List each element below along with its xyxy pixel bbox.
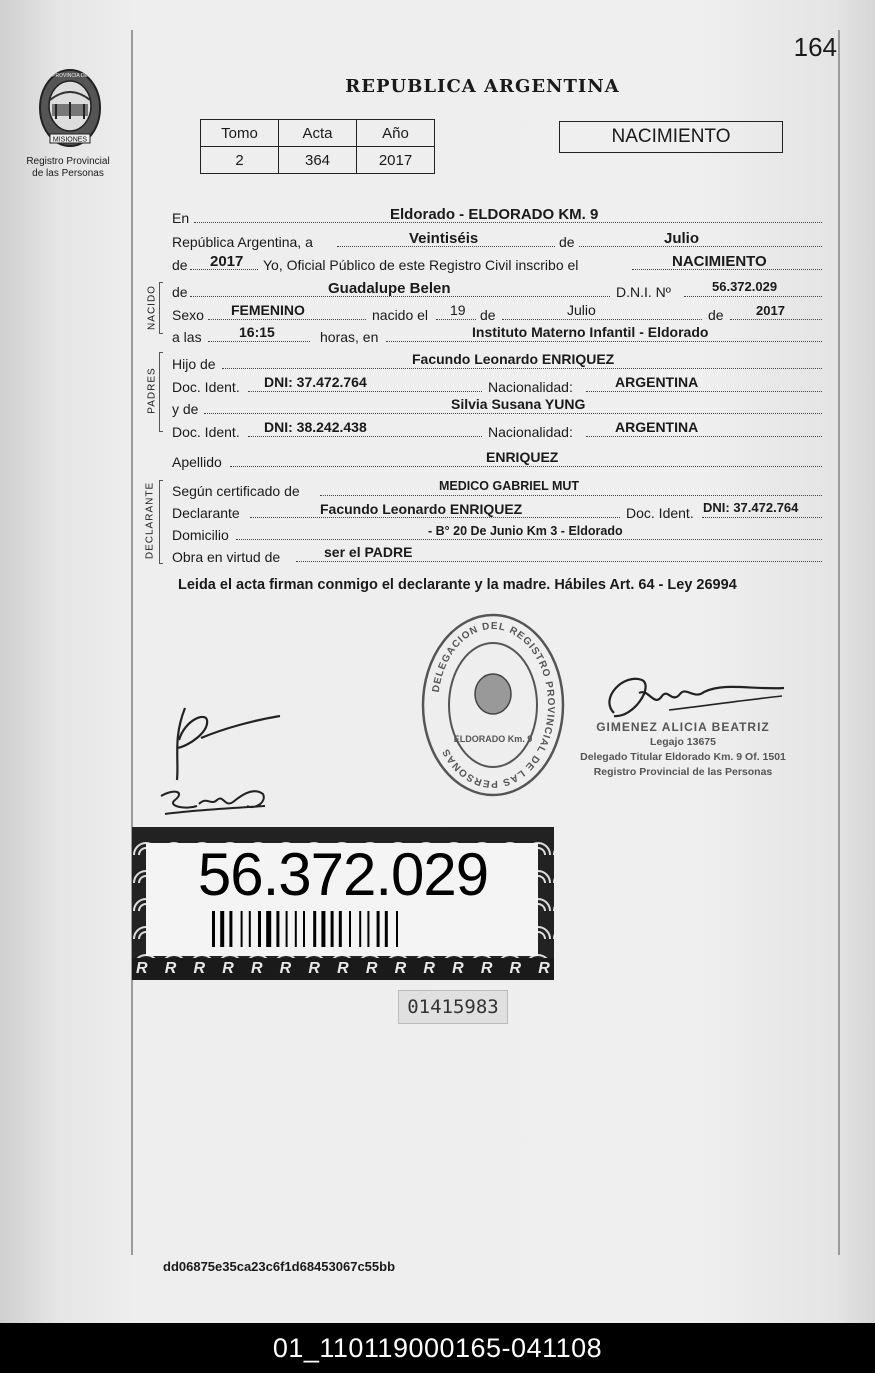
sexo-label: Sexo: [172, 307, 204, 323]
domicilio-label: Domicilio: [172, 527, 229, 543]
mother-doc: DNI: 38.242.438: [264, 419, 367, 435]
barcode-pattern-letter: R: [452, 960, 464, 977]
domicilio-value: - B° 20 De Junio Km 3 - Eldorado: [428, 524, 623, 538]
sexo-value: FEMENINO: [231, 302, 305, 318]
document-hash: dd06875e35ca23c6f1d68453067c55bb: [163, 1259, 396, 1274]
svg-text:DELEGACION DEL REGISTRO PROVIN: DELEGACION DEL REGISTRO PROVINCIAL DE LAS PERSONAS: [430, 620, 557, 790]
dotted-line: [320, 495, 822, 496]
barcode-bar: [220, 911, 224, 947]
header-tomo: Tomo: [201, 120, 279, 147]
row-declarante: [172, 501, 822, 521]
dotted-line: [502, 319, 702, 320]
y-de-label: y de: [172, 401, 199, 417]
official-role: Delegado Titular Eldorado Km. 9 Of. 1501: [580, 751, 786, 763]
dni-value: 56.372.029: [712, 279, 778, 294]
nacido-section-label: NACIDO: [146, 285, 158, 330]
barcode-pattern-letter: R: [423, 960, 435, 977]
barcode-bar: [349, 911, 351, 947]
barcode-bar: [367, 911, 369, 947]
dotted-line: [436, 319, 476, 320]
page-number: 164: [793, 32, 837, 62]
row-certificado: [172, 479, 822, 499]
dotted-line: [208, 319, 366, 320]
value-tomo: 2: [201, 147, 279, 174]
barcode-pattern-letter: R: [394, 960, 407, 977]
birth-time: 16:15: [239, 324, 275, 340]
barcode-bar: [331, 911, 334, 947]
barcode-pattern-letter: R: [538, 960, 550, 977]
de-label4: de: [480, 307, 496, 323]
barcode-number: 56.372.029: [197, 841, 489, 908]
declarante-label: Declarante: [172, 505, 240, 521]
year: 2017: [210, 253, 244, 270]
barcode-card: [132, 827, 554, 980]
row-y-de: [172, 397, 822, 417]
dotted-line: [296, 561, 822, 562]
barcode-pattern-letter: R: [164, 960, 177, 977]
header-anio: Año: [357, 120, 435, 147]
father-name: Facundo Leonardo ENRIQUEZ: [412, 351, 615, 367]
inscribe-value: NACIMIENTO: [672, 253, 767, 270]
dotted-line: [248, 391, 482, 392]
barcode-bar: [396, 911, 398, 947]
barcode-pattern-letter: R: [250, 960, 263, 977]
barcode-pattern-row: [136, 959, 550, 979]
footer-id-bar: 01_110119000165-041108: [0, 1323, 875, 1373]
de-label2: de: [172, 257, 188, 273]
value-anio: 2017: [357, 147, 435, 174]
declarante-doc: DNI: 37.472.764: [703, 500, 799, 515]
obra-label: Obra en virtud de: [172, 549, 281, 565]
dotted-line: [222, 368, 822, 369]
barcode-bar: [339, 911, 342, 947]
row-republica: [172, 230, 822, 250]
dotted-line: [208, 341, 310, 342]
de-label: de: [559, 234, 575, 250]
row-mother-doc: [172, 420, 822, 440]
document-title: REPUBLICA ARGENTINA: [345, 76, 620, 97]
day-words: Veintiséis: [409, 230, 479, 247]
de-label3: de: [172, 284, 188, 300]
doc-ident-label: Doc. Ident.: [172, 379, 240, 395]
declarante-doc-label: Doc. Ident.: [626, 505, 694, 521]
row-name: [172, 280, 822, 300]
official-legajo: Legajo 13675: [650, 736, 716, 748]
declarant-signature-icon: [165, 698, 285, 788]
mother-name: Silvia Susana YUNG: [451, 396, 586, 412]
mother-nationality: ARGENTINA: [615, 419, 699, 435]
row-apellido: [172, 450, 822, 470]
obra-value: ser el PADRE: [324, 544, 413, 560]
a-las-label: a las: [172, 329, 202, 345]
barcode-pattern-letter: R: [136, 960, 148, 977]
dotted-line: [730, 319, 822, 320]
padres-section-label: PADRES: [146, 367, 158, 414]
barcode-pattern-letter: R: [337, 960, 349, 977]
barcode-bar: [266, 911, 271, 947]
republica-label: República Argentina, a: [172, 234, 313, 250]
header-acta: Acta: [279, 120, 357, 147]
closing-statement: Leida el acta firman conmigo el declarante y la madre. Hábiles Art. 64 - Ley 26994: [178, 577, 737, 593]
right-margin-line: [838, 30, 840, 1255]
svg-text:ELDORADO Km. 9: ELDORADO Km. 9: [453, 734, 533, 744]
mother-signature-icon: [155, 782, 275, 822]
registry-caption-line2: de las Personas: [32, 168, 104, 179]
en-value: Eldorado - ELDORADO KM. 9: [390, 206, 599, 223]
barcode-bar: [241, 911, 243, 947]
birth-month: Julio: [567, 302, 596, 318]
birth-year: 2017: [756, 303, 785, 318]
dotted-line: [684, 296, 822, 297]
barcode-pattern-letter: R: [308, 960, 320, 977]
barcode-bar: [212, 911, 215, 947]
dotted-line: [702, 517, 822, 518]
certificado-value: MEDICO GABRIEL MUT: [439, 479, 580, 493]
row-domicilio: [172, 523, 822, 543]
registry-seal-icon: [420, 612, 566, 798]
reference-table-values: [201, 147, 435, 174]
dotted-line: [586, 436, 822, 437]
dotted-line: [204, 413, 822, 414]
row-oficial: [172, 253, 822, 273]
dotted-line: [586, 391, 822, 392]
barcode-pattern-letter: R: [480, 960, 493, 977]
nacionalidad-label: Nacionalidad:: [488, 379, 573, 395]
birth-day: 19: [450, 302, 466, 318]
de-label5: de: [708, 307, 724, 323]
dni-label: D.N.I. Nº: [616, 284, 671, 300]
en-label: En: [172, 210, 190, 226]
barcode-pattern-letter: R: [509, 960, 522, 977]
record-type-box: NACIMIENTO: [559, 121, 783, 153]
birth-place: Instituto Materno Infantil - Eldorado: [472, 324, 709, 340]
row-obra: [172, 545, 822, 565]
child-name: Guadalupe Belen: [328, 280, 451, 297]
nacido-el-label: nacido el: [372, 307, 429, 323]
father-doc: DNI: 37.472.764: [264, 374, 367, 390]
registry-caption-line1: Registro Provincial: [26, 156, 110, 167]
month: Julio: [664, 230, 700, 247]
row-en: [172, 206, 822, 226]
barcode-pattern-letter: R: [193, 960, 206, 977]
declarante-section-label: DECLARANTE: [144, 481, 156, 560]
padres-bracket: [159, 352, 163, 432]
official-signature-icon: [594, 668, 794, 728]
row-sexo: [172, 303, 822, 323]
registry-caption: [18, 156, 118, 180]
dotted-line: [248, 436, 482, 437]
barcode-bar: [249, 911, 251, 947]
dotted-line: [250, 517, 620, 518]
barcode-bars: [212, 911, 472, 947]
barcode-bar: [313, 911, 316, 947]
barcode-pattern-letter: R: [222, 960, 234, 977]
svg-text:MISIONES: MISIONES: [52, 136, 88, 144]
horas-label: horas, en: [320, 329, 379, 345]
barcode-bar: [276, 911, 279, 947]
control-number: 01415983: [398, 990, 508, 1024]
barcode-bar: [385, 911, 388, 947]
value-acta: 364: [279, 147, 357, 174]
hijo-label: Hijo de: [172, 356, 216, 372]
official-name: GIMENEZ ALICIA BEATRIZ: [596, 720, 770, 734]
dotted-line: [386, 341, 822, 342]
barcode-bar: [295, 911, 297, 947]
nacionalidad-label: Nacionalidad:: [488, 424, 573, 440]
declarante-bracket: [159, 480, 163, 564]
oficial-text: Yo, Oficial Público de este Registro Civil inscribo el: [263, 257, 579, 273]
official-stamp-text: [568, 720, 798, 780]
dotted-line: [230, 466, 822, 467]
doc-ident-label: Doc. Ident.: [172, 424, 240, 440]
left-margin-line: [131, 30, 133, 1255]
reference-table: [200, 119, 435, 174]
declarante-value: Facundo Leonardo ENRIQUEZ: [320, 501, 523, 517]
row-hijo-de: [172, 352, 822, 372]
barcode-bar: [377, 911, 380, 947]
certificado-label: Según certificado de: [172, 483, 300, 499]
dotted-line: [236, 539, 822, 540]
dotted-line: [579, 246, 822, 247]
nacido-bracket: [159, 282, 163, 334]
reference-table-header: [201, 120, 435, 147]
barcode-bar: [359, 911, 361, 947]
row-father-doc: [172, 375, 822, 395]
barcode-bar: [303, 911, 305, 947]
father-nationality: ARGENTINA: [615, 374, 699, 390]
row-hora: [172, 325, 822, 345]
apellido-value: ENRIQUEZ: [486, 449, 559, 465]
barcode-bar: [229, 911, 232, 947]
barcode-pattern-letter: R: [365, 960, 378, 977]
barcode-bar: [321, 911, 325, 947]
barcode-bar: [286, 911, 288, 947]
apellido-label: Apellido: [172, 454, 222, 470]
barcode-pattern-letter: R: [279, 960, 292, 977]
barcode-bar: [258, 911, 261, 947]
svg-text:PROVINCIA DE: PROVINCIA DE: [52, 73, 88, 79]
official-registry: Registro Provincial de las Personas: [593, 766, 773, 778]
